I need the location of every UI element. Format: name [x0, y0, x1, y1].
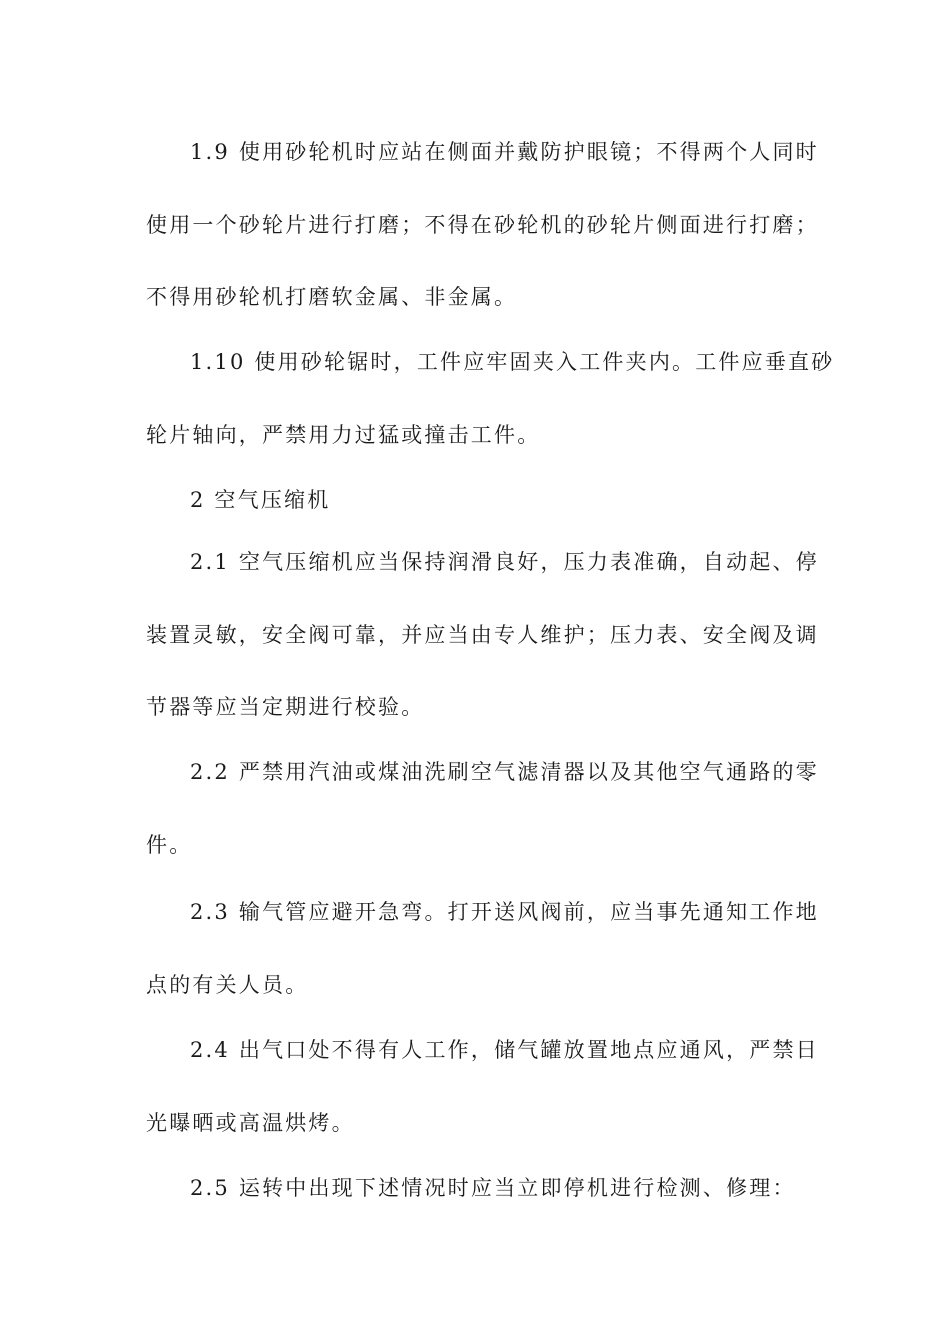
paragraph-2-1 — [146, 526, 819, 744]
text-line: 不得用砂轮机打磨软金属、非金属。 — [146, 285, 518, 309]
text-line: 2.3 输气管应避开急弯。打开送风阀前，应当事先通知工作地 — [190, 900, 819, 924]
text-line: 件。 — [146, 832, 193, 857]
text-line: 轮片轴向，严禁用力过猛或撞击工件。 — [146, 422, 541, 447]
paragraph-1-10 — [146, 326, 835, 471]
text-line: 2.2 严禁用汽油或煤油洗刷空气滤清器以及其他空气通路的零 — [190, 760, 819, 784]
paragraph-2-4 — [146, 1014, 819, 1159]
text-line: 1.10 使用砂轮锯时，工件应牢固夹入工件夹内。工件应垂直砂 — [190, 350, 835, 374]
text-line: 点的有关人员。 — [146, 972, 309, 997]
paragraph-2-2 — [146, 736, 819, 881]
text-line: 1.9 使用砂轮机时应站在侧面并戴防护眼镜；不得两个人同时 — [190, 140, 819, 164]
text-line: 使用一个砂轮片进行打磨；不得在砂轮机的砂轮片侧面进行打磨； — [146, 212, 819, 237]
paragraph-2-5 — [146, 1152, 806, 1225]
heading-text: 2 空气压缩机 — [190, 488, 331, 512]
text-line: 2.5 运转中出现下述情况时应当立即停机进行检测、修理： — [190, 1176, 796, 1200]
text-line: 2.1 空气压缩机应当保持润滑良好，压力表准确，自动起、停 — [190, 550, 819, 574]
paragraph-2-3 — [146, 876, 819, 1021]
text-line: 装置灵敏，安全阀可靠，并应当由专人维护；压力表、安全阀及调 — [146, 622, 819, 647]
paragraph-1-9 — [146, 116, 819, 334]
text-line: 2.4 出气口处不得有人工作，储气罐放置地点应通风，严禁日 — [190, 1038, 819, 1062]
text-line: 光曝晒或高温烘烤。 — [146, 1110, 355, 1135]
text-line: 节器等应当定期进行校验。 — [146, 695, 425, 719]
